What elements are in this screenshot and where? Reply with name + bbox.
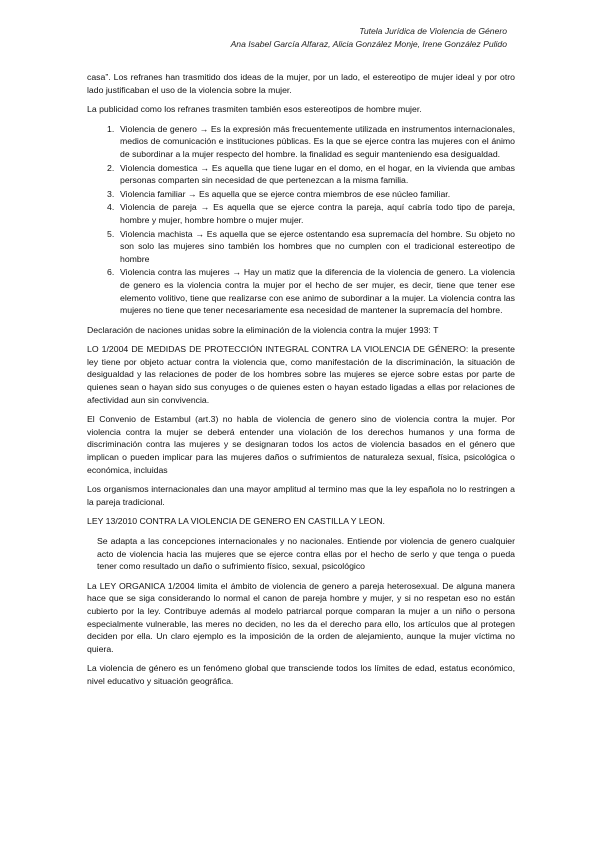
- paragraph: casa”. Los refranes han trasmitido dos ideas de la mujer, por un lado, el estereotipo de mujer ideal y por otro lado justificaban el uso de la violencia sobre la mujer.: [87, 72, 515, 95]
- list-item: [87, 266, 515, 316]
- section-heading: LEY 13/2010 CONTRA LA VIOLENCIA DE GENERO EN CASTILLA Y LEON.: [87, 516, 385, 527]
- list-text: Violencia de pareja → Es aquella que se ejerce contra la pareja, aquí cabría todo tipo de pareja, hombre y mujer, hombre hombre o mujer mujer.: [120, 202, 515, 225]
- paragraph: Declaración de naciones unidas sobre la eliminación de la violencia contra la mujer 1993: T: [87, 324, 439, 335]
- paragraph: La publicidad como los refranes trasmiten también esos estereotipos de hombre mujer.: [87, 104, 422, 115]
- list-number: 5.: [107, 228, 115, 239]
- list-item: [87, 188, 515, 201]
- list-text: Violencia contra las mujeres → Hay un matiz que la diferencia de la violencia de genero. La violencia de genero es la violencia contra la mujer por el hecho de ser mujer, es decir, tiene que tener ese elemento volitivo, tiene que realizarse con ese animo de subordinar a la mujer. La violencia contra las mujeres no tiene que tener necesariamente esa necesidad de mantener la supremacía del hombre.: [120, 267, 515, 316]
- list-text: Violencia machista → Es aquella que se ejerce ostentando esa supremacía del hombre. Su objeto no son solo las mujeres sino también los hombres que no cumplen con el tradicional estereotipo de hombre: [120, 228, 515, 264]
- document-body: [87, 71, 515, 695]
- paragraph: La LEY ORGANICA 1/2004 limita el ámbito de violencia de genero a pareja heterosexual. De alguna manera hace que se siga considerando lo normal el canon de pareja hombre y mujer, y si no respetan eso no están cubierto por la ley. Contribuye además al modelo patriarcal porque comparan la mujer a un niño o persona especialmente vulnerable, las meres no deciden, no les da el derecho para ello, los artículos que al protegen deciden por ella. Un claro ejemplo es la imposición de la orden de alejamiento, aunque la mujer víctima no quiera.: [87, 580, 515, 654]
- paragraph: LO 1/2004 DE MEDIDAS DE PROTECCIÓN INTEGRAL CONTRA LA VIOLENCIA DE GÉNERO: la presente ley tiene por objeto actuar contra la violencia que, como manifestación de la discriminación, la situación de desigualdad y las relaciones de poder de los hombres sobre las mujeres se ejerce sobre estas por parte de quienes sean o hayan sido sus conyuges o de quienes esten o hayan estado ligadas a ellas por relaciones de afectividad aun sin convivencia.: [87, 344, 515, 405]
- violence-types-list: [87, 123, 515, 317]
- list-number: 3.: [107, 188, 115, 199]
- list-item: [87, 123, 515, 161]
- list-text: Violencia de genero → Es la expresión más frecuentemente utilizada en instrumentos internacionales, medios de comunicación e instituciones públicas. Es la que se ejerce contra las mujeres con el ánimo de subordinar a la mujer respecto del hombre. la finalidad es seguir manteniendo esa desigualdad.: [120, 123, 515, 159]
- list-number: 1.: [107, 123, 115, 134]
- list-item: [87, 201, 515, 226]
- paragraph: El Convenio de Estambul (art.3) no habla de violencia de genero sino de violencia contra la mujer. Por violencia contra la mujer se deberá entender una violación de los derechos humanos y una forma de discriminación contra las mujeres y se designaran todos los actos de violencia basados en el género que implican o pueden implicar para las mujeres daños o sufrimientos de naturaleza sexual, física, psicológica o económica, incluidas: [87, 414, 515, 475]
- header-authors: Ana Isabel García Alfaraz, Alicia González Monje, Irene González Pulido: [230, 38, 507, 49]
- list-item: [87, 228, 515, 266]
- list-number: 2.: [107, 162, 115, 173]
- running-header: [231, 25, 507, 50]
- list-text: Violencia familiar → Es aquella que se ejerce contra miembros de ese núcleo familiar.: [120, 188, 451, 199]
- paragraph: La violencia de género es un fenómeno global que transciende todos los límites de edad, estatus económico, nivel educativo y situación geográfica.: [87, 663, 515, 686]
- list-number: 4.: [107, 202, 115, 213]
- paragraph: Se adapta a las concepciones internacionales y no nacionales. Entiende por violencia de genero cualquier acto de violencia hacia las mujeres que se ejerce contra ellas por el hecho de serlo y que tenga o pueda tener como resultado un daño o sufrimiento físico, sexual, psicológico: [97, 536, 515, 572]
- header-title: Tutela Jurídica de Violencia de Género: [359, 26, 507, 36]
- list-text: Violencia domestica → Es aquella que tiene lugar en el domo, en el hogar, en la vivienda que ambas personas comparten sin necesidad de que pertenezcan a la misma familia.: [120, 162, 515, 186]
- paragraph: Los organismos internacionales dan una mayor amplitud al termino mas que la ley española no lo restringen a la pareja tradicional.: [87, 484, 515, 507]
- list-number: 6.: [107, 267, 115, 278]
- list-item: [87, 162, 515, 187]
